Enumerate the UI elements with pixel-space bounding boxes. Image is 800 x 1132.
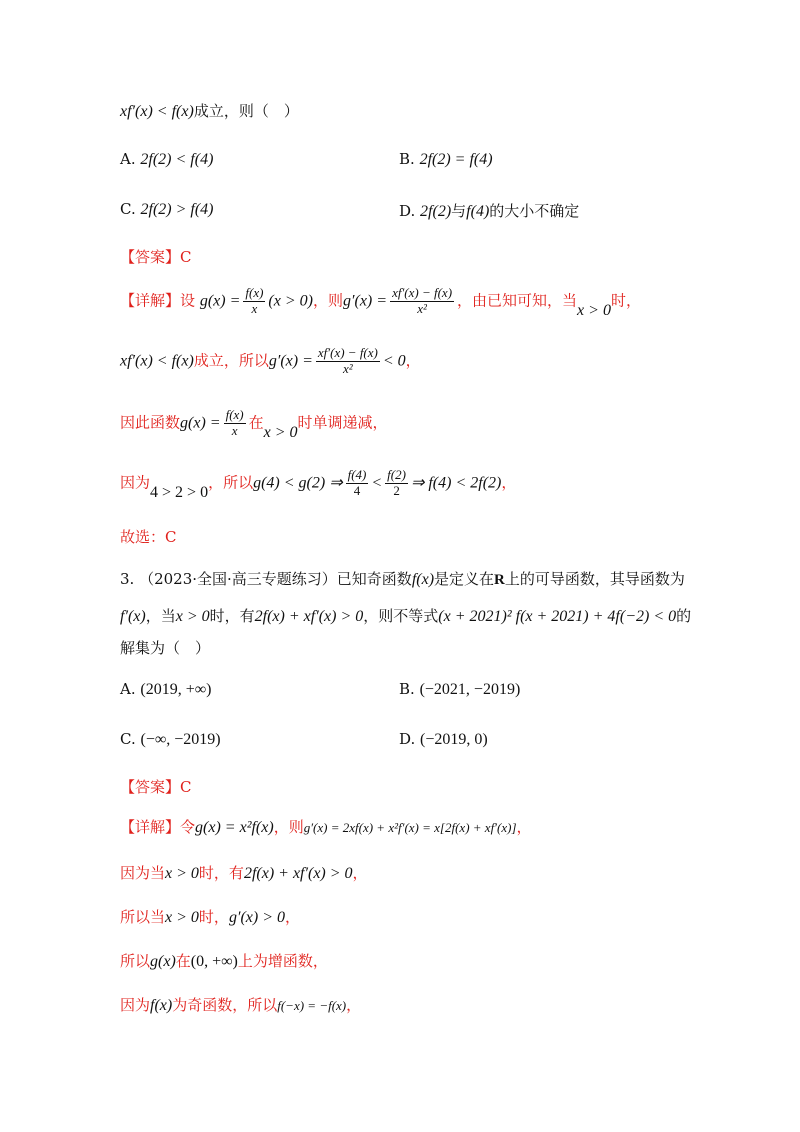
- q2-answer: 【答案】C: [120, 248, 192, 266]
- q2-select: 故选：C: [120, 528, 177, 546]
- q3-option-b: B. (−2021, −2019): [399, 680, 521, 698]
- q2-stem-tail: [120, 100, 299, 121]
- q2-detail-line2: xf′(x) < f(x)成立，所以g′(x) = $\frac{xf'(x) - f(x)}{\text{x²}}$ < 0，: [120, 345, 421, 376]
- q2-option-b: B. 2f(2) = f(4): [399, 150, 493, 168]
- q2-detail-line1: 【详解】设 g(x) = $\frac{f(x)}{x}$ (x > 0)，则g′(x) = $\frac{xf'(x) - f(x)}{\text{x²}}$ ，由已知可知，当x > 0时，: [120, 285, 641, 320]
- q3-detail-line2: 因为当x > 0时，有2f(x) + xf′(x) > 0，: [120, 864, 368, 882]
- fraction: $\frac{f(4)}{4}$: [347, 467, 367, 498]
- q3-detail-line5: 因为f(x)为奇函数，所以f(−x) = −f(x)，: [120, 996, 362, 1014]
- q2-detail-line4: 因为4 > 2 > 0，所以g(4) < g(2) ⇒ $\frac{f(4)}{4}$ < $\frac{f(2)}{2}$ ⇒ f(4) < 2f(2)，: [120, 467, 517, 502]
- q3-detail-line1: 【详解】令g(x) = x²f(x)，则g′(x) = 2xf(x) + x²f′(x) = x[2f(x) + xf′(x)]，: [120, 818, 532, 836]
- q2-stem-text: 成立，则（ ）: [193, 102, 299, 120]
- q2-option-c: C. 2f(2) > f(4): [120, 200, 214, 218]
- q2-option-a: A. 2f(2) < f(4): [120, 150, 214, 168]
- fraction: $\frac{f(x)}{x}$: [245, 285, 264, 316]
- q3-stem-line2: f′(x)，当x > 0时，有2f(x) + xf′(x) > 0，则不等式(x + 2021)² f(x + 2021) + 4f(−2) < 0的: [120, 607, 692, 625]
- fraction: $\frac{xf'(x) - f(x)}{\text{x²}}$: [317, 345, 378, 376]
- q2-detail-line3: 因此函数g(x) = $\frac{f(x)}{x}$ 在x > 0时单调递减，: [120, 407, 388, 442]
- fraction: $\frac{f(x)}{x}$: [225, 407, 244, 438]
- q2-option-d: D. 2f(2)与f(4)的大小不确定: [399, 202, 580, 220]
- q3-stem-line3: 解集为（ ）: [120, 639, 211, 657]
- fraction: $\frac{f(2)}{2}$: [387, 467, 406, 498]
- q3-stem-line1: 3. （2023·全国·高三专题练习）已知奇函数f(x)是定义在R上的可导函数，其导函数为: [120, 570, 685, 588]
- fraction: $\frac{xf'(x) - f(x)}{\text{x²}}$: [392, 285, 453, 316]
- q3-option-a: A. (2019, +∞): [120, 680, 212, 698]
- q3-answer: 【答案】C: [120, 778, 192, 796]
- q3-option-c: C. (−∞, −2019): [120, 730, 221, 748]
- q2-stem-math: xf′(x) < f(x): [120, 103, 194, 120]
- q3-option-d: D. (−2019, 0): [399, 730, 488, 748]
- q3-detail-line4: 所以g(x)在(0, +∞)上为增函数，: [120, 952, 328, 970]
- q3-detail-line3: 所以当x > 0时，g′(x) > 0，: [120, 908, 301, 926]
